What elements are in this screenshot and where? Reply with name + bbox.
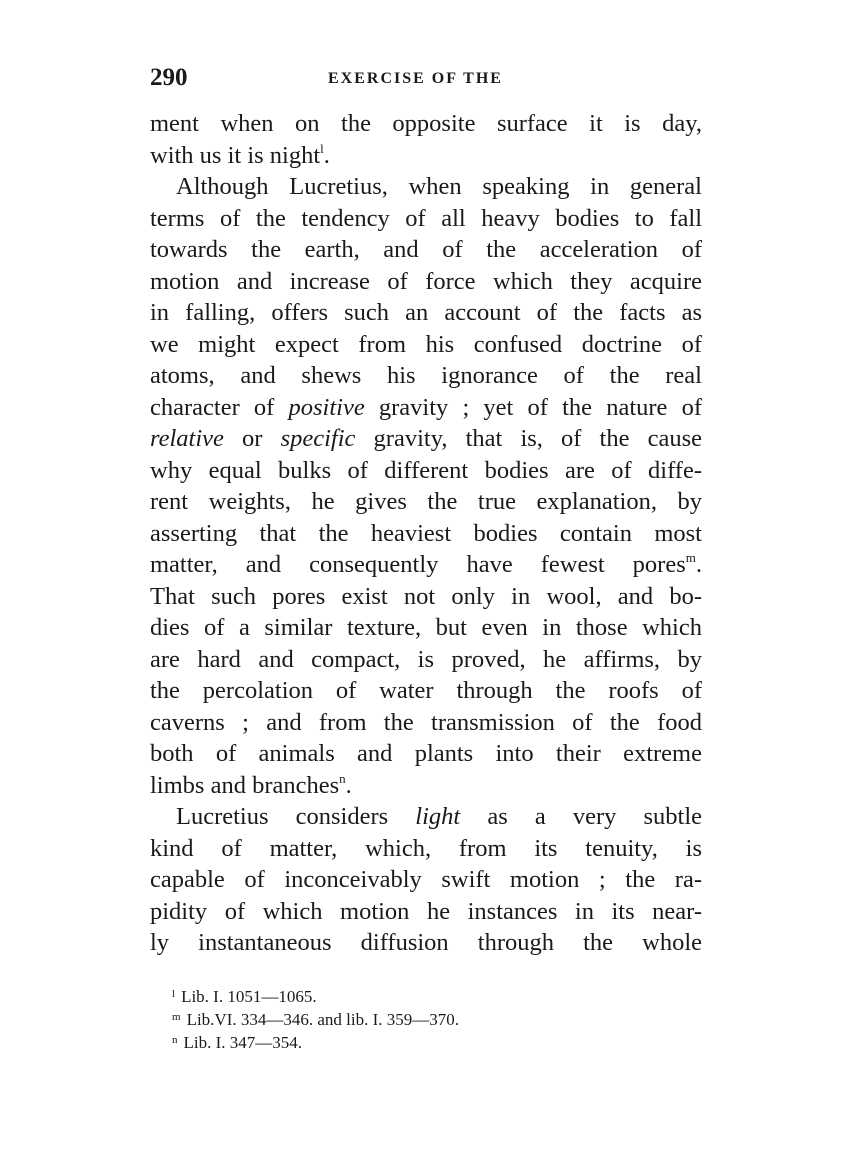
paragraph-start: Although Lucretius, when speaking in general [176, 173, 702, 200]
page-header [150, 64, 702, 98]
text-line: matter, and consequently have fewest pores$^m$. [150, 550, 702, 578]
footnote-text: Lib.VI. 334—346. and lib. I. 359—370. [186, 1010, 460, 1029]
emphasis: specific [280, 425, 356, 452]
footnote-ref: l [320, 140, 324, 156]
text-line: limbs and branches$^n$. [150, 770, 352, 799]
text-line: the percolation of water through the roofs of [150, 677, 702, 704]
text-line: are hard and compact, is proved, he affirms, by [150, 645, 702, 673]
footnote [172, 985, 672, 1008]
page-number: 290 [150, 64, 188, 91]
footnote [172, 1031, 672, 1054]
body-text [150, 108, 702, 959]
footnotes [172, 985, 672, 1054]
text-line: pidity of which motion he instances in its near- [150, 897, 702, 925]
text-line: ly instantaneous diffusion through the whole [150, 929, 702, 956]
text-line: asserting that the heaviest bodies contain most [150, 519, 702, 547]
emphasis: relative [150, 425, 224, 452]
running-head: EXERCISE OF THE [328, 70, 503, 87]
emphasis: light [415, 803, 461, 830]
footnote-ref: n [339, 770, 346, 786]
text-line: atoms, and shews his ignorance of the real [150, 362, 702, 389]
text-line: we might expect from his confused doctrine of [150, 330, 702, 358]
text-line: That such pores exist not only in wool, and bo- [150, 582, 702, 610]
emphasis: positive [288, 393, 365, 421]
footnote-mark: l [172, 988, 176, 1000]
text-line: character of positive gravity ; yet of the nature of [150, 393, 702, 421]
text-line: terms of the tendency of all heavy bodies to fall [150, 204, 702, 232]
paragraph-start: Lucretius considers light as a very subtle [176, 803, 703, 830]
text-line: kind of matter, which, from its tenuity, is [150, 834, 702, 862]
footnote-mark: m [172, 1011, 181, 1023]
text-line: capable of inconceivably swift motion ; the ra- [150, 866, 702, 893]
text-line: motion and increase of force which they acquire [150, 267, 702, 295]
text-line: dies of a similar texture, but even in those which [150, 614, 702, 641]
text-line: rent weights, he gives the true explanation, by [150, 488, 702, 515]
text-line: caverns ; and from the transmission of the food [150, 708, 702, 736]
text-line: with us it is night$^l$. [150, 140, 330, 169]
footnote-mark: n [172, 1034, 178, 1046]
footnote [172, 1008, 672, 1031]
footnote-ref: m [685, 550, 696, 565]
text-line: relative or specific gravity, that is, of the cause [150, 425, 703, 452]
text-line: ment when on the opposite surface it is day, [150, 110, 702, 137]
text-line: why equal bulks of different bodies are of diffe- [150, 456, 702, 484]
footnote-text: Lib. I. 347—354. [183, 1033, 303, 1052]
footnote-text: Lib. I. 1051—1065. [181, 987, 317, 1006]
text-line: in falling, offers such an account of the facts as [150, 299, 702, 326]
text-line: both of animals and plants into their extreme [150, 740, 702, 767]
text-line: towards the earth, and of the acceleration of [150, 236, 702, 263]
